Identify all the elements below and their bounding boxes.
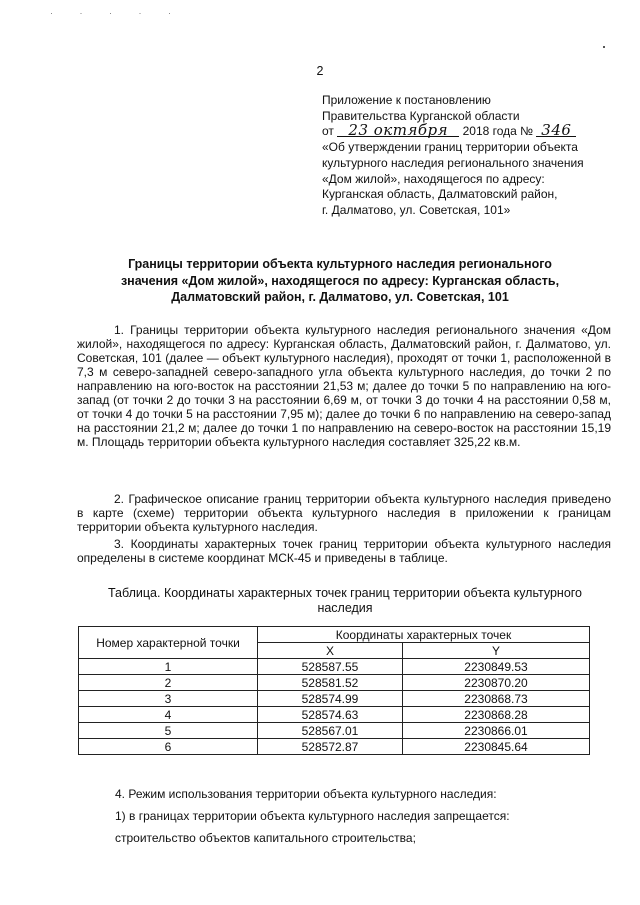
- appendix-line: «Дом жилой», находящегося по адресу:: [322, 171, 545, 186]
- appendix-line: г. Далматово, ул. Советская, 101»: [322, 202, 511, 217]
- appendix-line: Приложение к постановлению: [322, 93, 491, 107]
- table-row: 2 528581.52 2230870.20: [79, 675, 590, 691]
- table-row: 1 528587.55 2230849.53: [79, 659, 590, 675]
- table-row: 5 528567.01 2230866.01: [79, 723, 590, 739]
- appendix-line: Правительства Курганской области: [322, 108, 520, 123]
- section-4: 4. Режим использования территории объекта культурного наследия: 1) в границах территории объекта культурного наследия запрещается: строительство объектов капитального строительства;: [115, 787, 510, 845]
- header-coordinates: Координаты характерных точек: [258, 627, 590, 643]
- coordinates-table: [78, 626, 590, 755]
- header-y: Y: [403, 643, 590, 659]
- page-number: 2: [316, 64, 324, 78]
- document-title: Границы территории объекта культурного наследия регионального значения «Дом жилой», находящегося по адресу: Курганская область, Далматовский район, г. Далматово, ул. Советская, 101: [120, 257, 560, 304]
- table-row: 6 528572.87 2230845.64: [79, 739, 590, 755]
- table-caption: Таблица. Координаты характерных точек границ территории объекта культурного наследия: [107, 586, 583, 615]
- table-row: 4 528574.63 2230868.28: [79, 707, 590, 723]
- paragraph-2: 2. Графическое описание границ территории объекта культурного наследия приведено в карте (схеме) территории объекта культурного наследия в приложении к границам территории объекта культурного наследия.: [77, 492, 611, 534]
- handwritten-date: 23 октября: [337, 124, 459, 137]
- header-x: X: [258, 643, 403, 659]
- table-row: 3 528574.99 2230868.73: [79, 691, 590, 707]
- appendix-line: Курганская область, Далматовский район,: [322, 187, 558, 202]
- scan-speck: [603, 46, 605, 48]
- appendix-line: культурного наследия регионального значения: [322, 155, 584, 170]
- paragraph-3: 3. Координаты характерных точек границ территории объекта культурного наследия определены в системе координат МСК-45 и приведены в таблице.: [77, 537, 611, 565]
- scan-artifacts: · · · · ·: [50, 8, 183, 18]
- appendix-date-line: от 23 октября 2018 года № 346: [322, 124, 612, 140]
- header-point-number: Номер характерной точки: [79, 627, 258, 659]
- appendix-line: «Об утверждении границ территории объекта: [322, 140, 578, 155]
- handwritten-number: 346: [536, 124, 576, 137]
- paragraph-1: 1. Границы территории объекта культурного наследия регионального значения «Дом жилой», находящегося по адресу: Курганская область, Далматовский район, г. Далматово, ул. Советская, 101 (далее — объект культурного наследия), проходят от точки 1, расположенной в 7,3 м северо-западней северо-западного угла объекта культурного наследия, до точки 2 по направлению на юго-восток на расстоянии 21,53 м; далее до точки 5 по направлению на юго-запад (от точки 2 до точки 3 на расстоянии 6,69 м, от точки 3 до точки 4 на расстоянии 0,58 м, от точки 4 до точки 5 на расстоянии 7,95 м); далее до точки 6 по направлению на северо-запад на расстоянии 21,2 м; далее до точки 1 по направлению на северо-восток на расстоянии 15,19 м. Площадь территории объекта культурного наследия составляет 325,22 кв.м.: [77, 323, 611, 449]
- appendix-header: [322, 93, 612, 219]
